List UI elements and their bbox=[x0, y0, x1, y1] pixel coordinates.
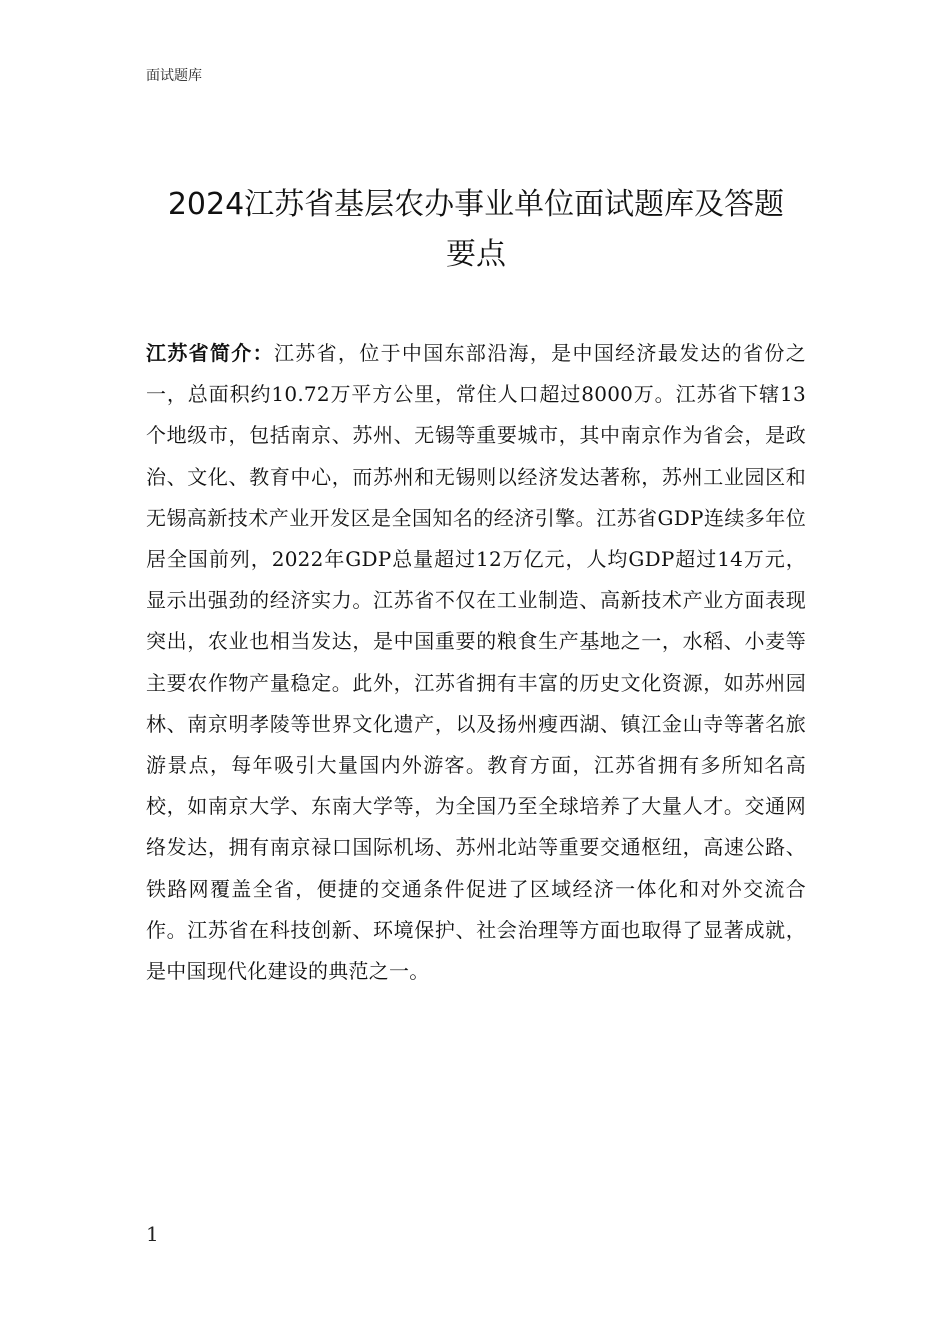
intro-paragraph bbox=[146, 333, 806, 992]
title-line-1: 2024江苏省基层农办事业单位面试题库及答题 bbox=[167, 187, 785, 222]
document-title bbox=[146, 180, 806, 280]
intro-label: 江苏省简介： bbox=[146, 341, 274, 365]
title-line-2: 要点 bbox=[446, 237, 506, 272]
intro-body: 江苏省，位于中国东部沿海，是中国经济最发达的省份之一，总面积约10.72万平方公里，常住人口超过8000万。江苏省下辖13个地级市，包括南京、苏州、无锡等重要城市，其中南京作为省会，是政治、文化、教育中心，而苏州和无锡则以经济发达著称，苏州工业园区和无锡高新技术产业开发区是全国知名的经济引擎。江苏省GDP连续多年位居全国前列，2022年GDP总量超过12万亿元，人均GDP超过14万元，显示出强劲的经济实力。江苏省不仅在工业制造、高新技术产业方面表现突出，农业也相当发达，是中国重要的粮食生产基地之一，水稻、小麦等主要农作物产量稳定。此外，江苏省拥有丰富的历史文化资源，如苏州园林、南京明孝陵等世界文化遗产，以及扬州瘦西湖、镇江金山寺等著名旅游景点，每年吸引大量国内外游客。教育方面，江苏省拥有多所知名高校，如南京大学、东南大学等，为全国乃至全球培养了大量人才。交通网络发达，拥有南京禄口国际机场、苏州北站等重要交通枢纽，高速公路、铁路网覆盖全省，便捷的交通条件促进了区域经济一体化和对外交流合作。江苏省在科技创新、环境保护、社会治理等方面也取得了显著成就，是中国现代化建设的典范之一。 bbox=[146, 341, 807, 984]
page-number: 1 bbox=[146, 1222, 159, 1246]
page-header: 面试题库 bbox=[146, 68, 202, 84]
